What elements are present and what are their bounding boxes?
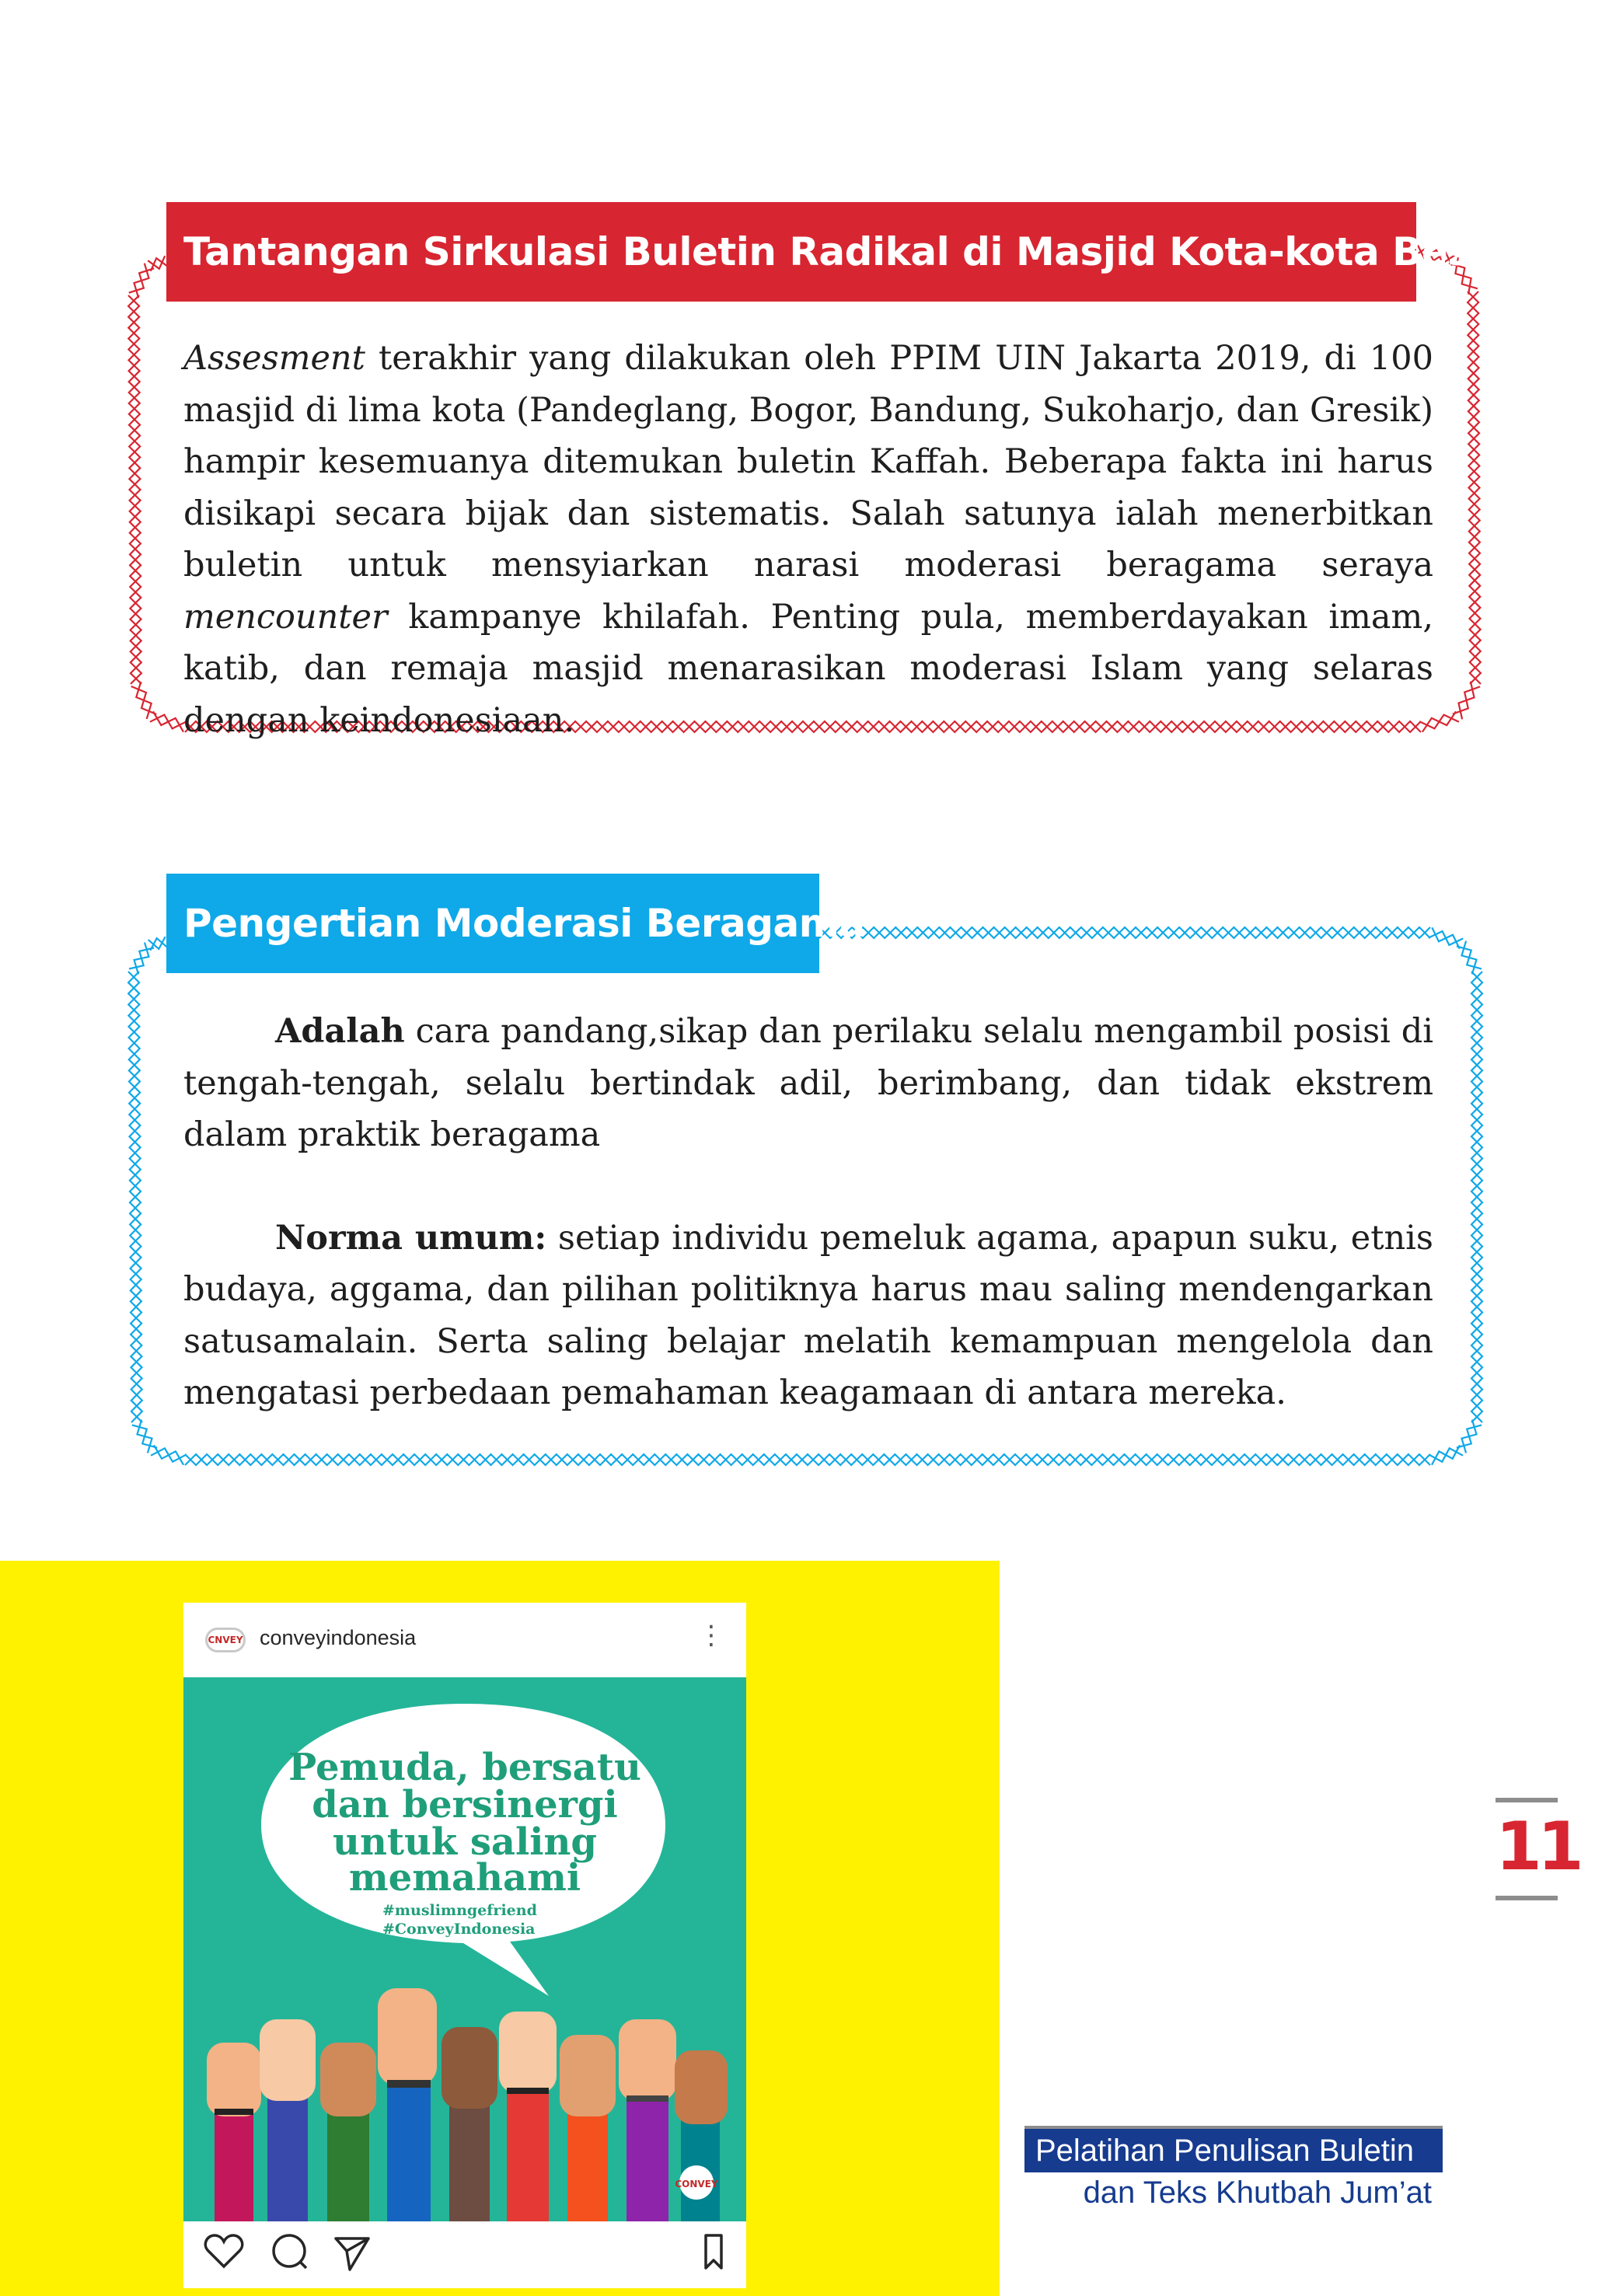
zigzag-segment [819, 927, 1430, 938]
footer-line-2: dan Teks Khutbah Jum’at [1083, 2176, 1432, 2210]
definition-label: Adalah [275, 1012, 405, 1051]
term-assesment: Assesment [183, 339, 365, 378]
corner-logo-text: CONVEY [675, 2179, 718, 2190]
post-action-icons [183, 2221, 746, 2288]
zigzag-segment [1432, 927, 1459, 948]
poster-image [183, 1677, 746, 2221]
zigzag-segment [1457, 1425, 1482, 1447]
poster-hashtag-1: #muslimngefriend [382, 1902, 537, 1919]
post-header [183, 1603, 746, 1677]
definition-text: cara pandang,sikap dan perilaku selalu mengambil posisi di tengah-tengah, selalu bertindak adil, berimbang, dan tidak ekstrem dalam praktik beragama [183, 1012, 1433, 1154]
footer-title [1024, 2126, 1443, 2213]
section2-heading: Pengertian Moderasi Beragama [166, 874, 819, 973]
zigzag-segment [154, 1445, 183, 1464]
post-actions [183, 2221, 746, 2288]
page-number: 11 [1496, 1798, 1558, 1900]
zigzag-segment [129, 948, 154, 969]
poster-line-1: Pemuda, bersatu [288, 1746, 641, 1789]
norm-text: setiap individu pemeluk agama, apapun suku, etnis budaya, aggama, dan pilihan politiknya harus mau saling mendengarkan satusamalain. Serta saling belajar melatih kemampuan mengelola dan mengatasi perbedaan pemahaman keagamaan di antara mereka. [183, 1218, 1433, 1412]
heart-icon[interactable] [205, 2235, 242, 2266]
post-username[interactable]: conveyindonesia [260, 1626, 417, 1649]
poster-hashtag-2: #ConveyIndonesia [382, 1921, 536, 1938]
bookmark-icon[interactable] [706, 2235, 721, 2268]
zigzag-segment [138, 1420, 152, 1453]
paragraph-gap [183, 1161, 1433, 1213]
raised-hands-illustration [207, 1988, 728, 2221]
section1-text-b: kampanye khilafah. Penting pula, memberdayakan imam, katib, dan remaja masjid menarasikan moderasi Islam yang selaras dengan keindonesiaan. [183, 597, 1433, 740]
poster-line-2: dan bersinergi [312, 1783, 618, 1827]
norm-label: Norma umum: [275, 1218, 547, 1258]
poster-line-3: untuk saling [333, 1820, 597, 1864]
section2-body [183, 1006, 1433, 1419]
more-vertical-icon[interactable]: ⋮ [698, 1620, 724, 1651]
term-mencounter: mencounter [183, 597, 388, 637]
zigzag-segment [1462, 941, 1477, 975]
poster-line-4: memahami [348, 1856, 581, 1900]
section1-text-a: terakhir yang dilakukan oleh PPIM UIN Jakarta 2019, di 100 masjid di lima kota (Pandeglang, Bogor, Bandung, Sukoharjo, dan Gresik) hampir kesemuanya ditemukan buletin Kaffah. Beberapa fakta ini harus disikapi secara bijak dan sistematis. Salah satunya ialah menerbitkan buletin untuk mensyiarkan narasi moderasi beragama seraya [183, 339, 1433, 584]
poster-illustration [183, 1677, 746, 2221]
definition-paragraph [183, 1006, 1433, 1161]
norm-paragraph [183, 1213, 1433, 1419]
instagram-post [183, 1603, 746, 2288]
footer-line-1: Pelatihan Penulisan Buletin [1024, 2129, 1443, 2172]
section1-heading: Tantangan Sirkulasi Buletin Radikal di Masjid Kota-kota Besar [166, 202, 1416, 302]
convey-avatar[interactable]: CNVEY [205, 1628, 246, 1652]
comment-icon[interactable] [274, 2235, 306, 2268]
share-icon[interactable] [336, 2238, 368, 2270]
